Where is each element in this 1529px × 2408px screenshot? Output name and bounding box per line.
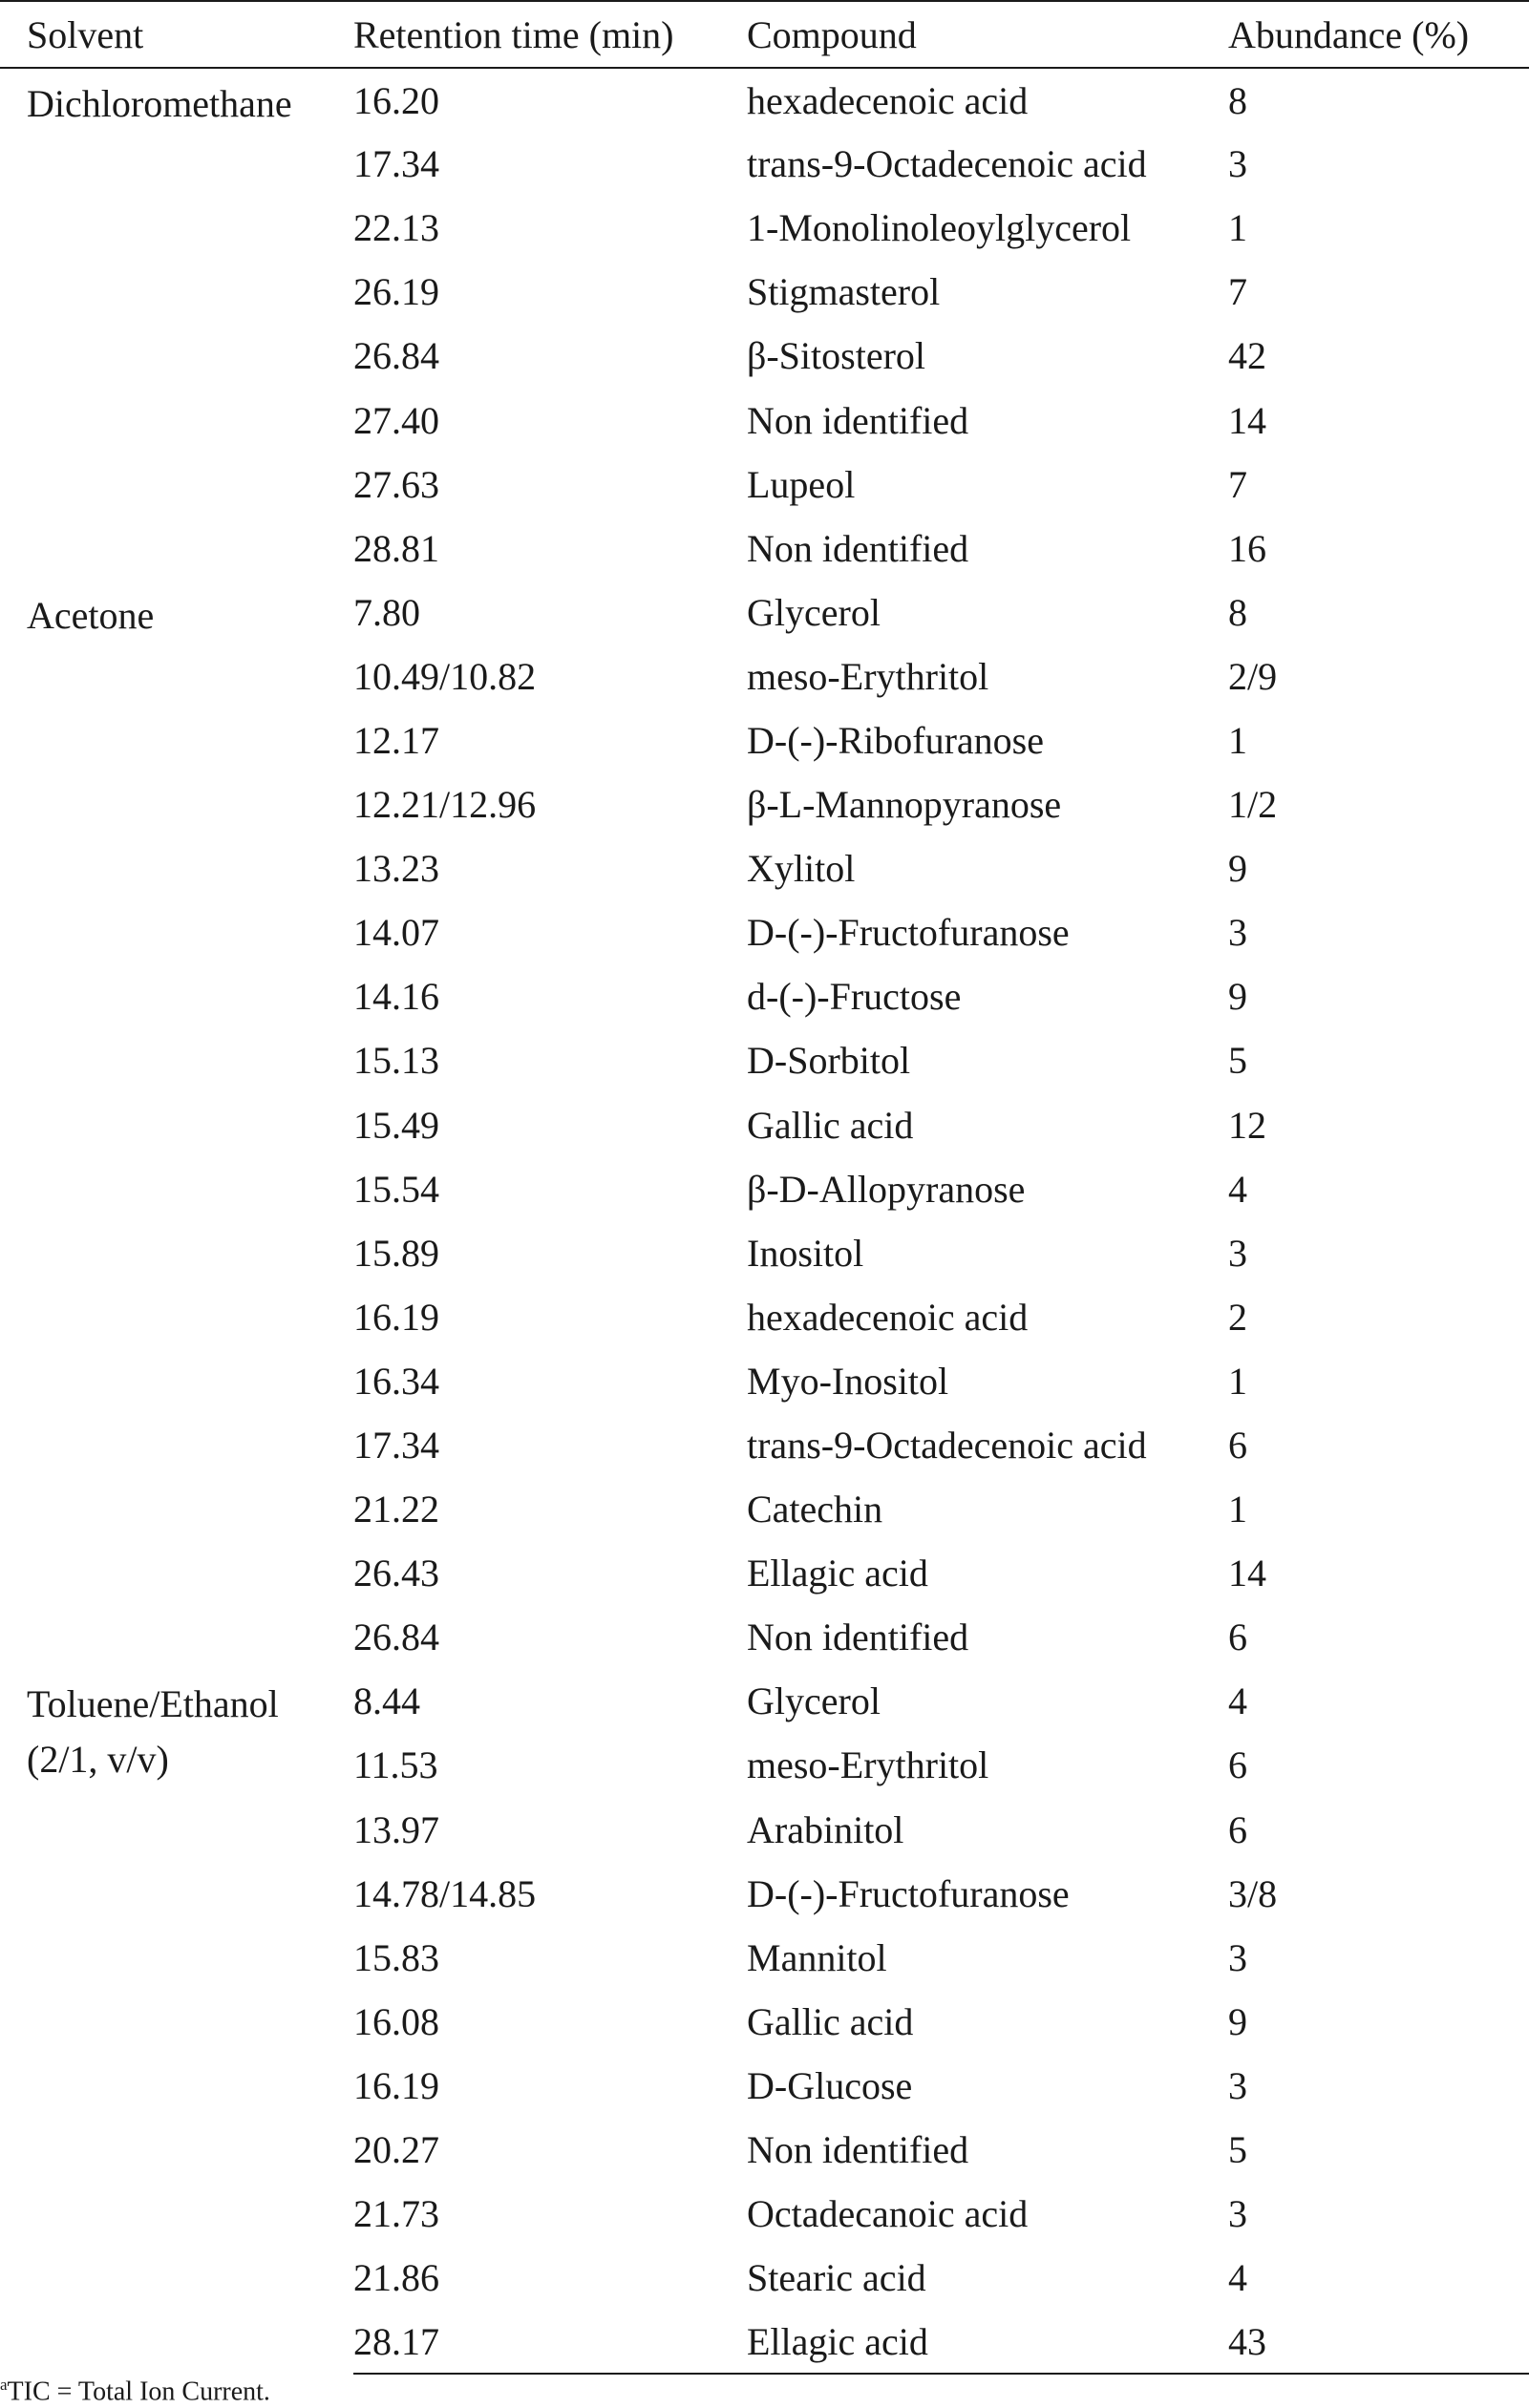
cell-compound: hexadecenoic acid xyxy=(747,78,1029,122)
cell-retention-time: 28.81 xyxy=(353,526,439,570)
cell-compound: Glycerol xyxy=(747,1679,881,1723)
cell-retention-time: 7.80 xyxy=(353,590,420,634)
cell-retention-time: 15.49 xyxy=(353,1103,439,1147)
cell-compound: D-(-)-Fructofuranose xyxy=(747,911,1070,955)
cell-retention-time: 28.17 xyxy=(353,2310,747,2374)
cell-compound: D-Glucose xyxy=(747,2063,913,2107)
cell-abundance: 1/2 xyxy=(1228,783,1278,827)
cell-retention-time: 27.63 xyxy=(353,462,439,506)
cell-compound: Ellagic acid xyxy=(747,2310,1228,2374)
cell-solvent: Toluene/Ethanol (2/1, v/v) xyxy=(27,1682,279,1782)
cell-retention-time: 8.44 xyxy=(353,1679,420,1723)
footnote-text: TIC = Total Ion Current. xyxy=(7,2376,270,2407)
cell-abundance: 6 xyxy=(1228,1743,1247,1787)
cell-compound: D-(-)-Fructofuranose xyxy=(747,1871,1070,1915)
cell-abundance: 14 xyxy=(1228,398,1266,442)
cell-abundance: 3 xyxy=(1228,142,1247,186)
cell-abundance: 16 xyxy=(1228,526,1266,570)
cell-retention-time: 21.22 xyxy=(353,1488,439,1531)
cell-retention-time: 15.54 xyxy=(353,1167,439,1211)
cell-retention-time: 14.78/14.85 xyxy=(353,1871,537,1915)
cell-abundance: 1 xyxy=(1228,1488,1247,1531)
cell-retention-time: 22.13 xyxy=(353,206,439,250)
cell-retention-time: 15.83 xyxy=(353,1935,439,1979)
table-footnote xyxy=(0,2376,270,2407)
cell-abundance: 43 xyxy=(1228,2310,1529,2374)
cell-compound: meso-Erythritol xyxy=(747,654,989,698)
cell-compound: Gallic acid xyxy=(747,1103,914,1147)
header-abundance: Abundance (%) xyxy=(1228,1,1529,68)
cell-retention-time: 12.21/12.96 xyxy=(353,783,537,827)
cell-compound: Non identified xyxy=(747,1616,969,1659)
table-body xyxy=(0,68,1529,2374)
cell-retention-time: 16.19 xyxy=(353,2063,439,2107)
footnote-marker: a xyxy=(0,2376,8,2394)
cell-retention-time: 16.19 xyxy=(353,1295,439,1339)
cell-compound: Ellagic acid xyxy=(747,1552,928,1595)
cell-abundance: 8 xyxy=(1228,590,1247,634)
cell-abundance: 5 xyxy=(1228,1039,1247,1083)
cell-abundance: 14 xyxy=(1228,1552,1266,1595)
cell-abundance: 42 xyxy=(1228,334,1266,378)
cell-abundance: 3/8 xyxy=(1228,1871,1278,1915)
cell-abundance: 5 xyxy=(1228,2128,1247,2172)
cell-retention-time: 13.97 xyxy=(353,1807,439,1851)
cell-retention-time: 13.23 xyxy=(353,847,439,891)
cell-compound: D-(-)-Ribofuranose xyxy=(747,718,1044,762)
header-solvent: Solvent xyxy=(0,1,353,68)
table-header xyxy=(0,1,1529,68)
cell-retention-time: 26.84 xyxy=(353,1616,439,1659)
cell-solvent: Acetone xyxy=(27,593,155,637)
cell-compound: Catechin xyxy=(747,1488,883,1531)
cell-retention-time: 15.89 xyxy=(353,1231,439,1275)
cell-compound: trans-9-Octadecenoic acid xyxy=(747,142,1147,186)
cell-retention-time: 27.40 xyxy=(353,398,439,442)
cell-abundance: 9 xyxy=(1228,975,1247,1019)
table-row xyxy=(0,68,1529,132)
cell-abundance: 9 xyxy=(1228,847,1247,891)
cell-compound: β-L-Mannopyranose xyxy=(747,783,1062,827)
cell-compound: Lupeol xyxy=(747,462,856,506)
cell-retention-time: 17.34 xyxy=(353,142,439,186)
cell-compound: d-(-)-Fructose xyxy=(747,975,962,1019)
cell-compound: Stigmasterol xyxy=(747,270,941,314)
cell-abundance: 12 xyxy=(1228,1103,1266,1147)
cell-abundance: 2/9 xyxy=(1228,654,1278,698)
cell-abundance: 7 xyxy=(1228,462,1247,506)
cell-abundance: 1 xyxy=(1228,1359,1247,1403)
cell-abundance: 3 xyxy=(1228,1231,1247,1275)
cell-compound: hexadecenoic acid xyxy=(747,1295,1029,1339)
cell-abundance: 3 xyxy=(1228,1935,1247,1979)
cell-abundance: 6 xyxy=(1228,1424,1247,1468)
table-row xyxy=(0,581,1529,644)
cell-abundance: 3 xyxy=(1228,911,1247,955)
cell-abundance: 1 xyxy=(1228,718,1247,762)
cell-retention-time: 12.17 xyxy=(353,718,439,762)
cell-retention-time: 14.07 xyxy=(353,911,439,955)
cell-compound: D-Sorbitol xyxy=(747,1039,911,1083)
cell-retention-time: 11.53 xyxy=(353,1743,438,1787)
cell-retention-time: 26.43 xyxy=(353,1552,439,1595)
header-row xyxy=(0,1,1529,68)
cell-retention-time: 20.27 xyxy=(353,2128,439,2172)
cell-retention-time: 21.73 xyxy=(353,2192,439,2236)
cell-compound: Octadecanoic acid xyxy=(747,2192,1029,2236)
cell-compound: β-Sitosterol xyxy=(747,334,926,378)
cell-compound: 1-Monolinoleoylglycerol xyxy=(747,206,1132,250)
cell-retention-time: 16.20 xyxy=(353,78,439,122)
cell-abundance: 8 xyxy=(1228,78,1247,122)
cell-retention-time: 10.49/10.82 xyxy=(353,654,537,698)
cell-abundance: 2 xyxy=(1228,1295,1247,1339)
cell-abundance: 4 xyxy=(1228,1679,1247,1723)
cell-abundance: 3 xyxy=(1228,2063,1247,2107)
cell-compound: β-D-Allopyranose xyxy=(747,1167,1026,1211)
cell-solvent: Dichloromethane xyxy=(27,82,292,125)
cell-compound: Glycerol xyxy=(747,590,881,634)
cell-compound: Mannitol xyxy=(747,1935,887,1979)
cell-abundance: 4 xyxy=(1228,2256,1247,2300)
cell-abundance: 6 xyxy=(1228,1616,1247,1659)
cell-compound: Gallic acid xyxy=(747,1999,914,2043)
cell-abundance: 3 xyxy=(1228,2192,1247,2236)
cell-retention-time: 26.19 xyxy=(353,270,439,314)
cell-abundance: 7 xyxy=(1228,270,1247,314)
cell-retention-time: 15.13 xyxy=(353,1039,439,1083)
cell-retention-time: 16.08 xyxy=(353,1999,439,2043)
cell-abundance: 4 xyxy=(1228,1167,1247,1211)
cell-retention-time: 14.16 xyxy=(353,975,439,1019)
cell-compound: Stearic acid xyxy=(747,2256,926,2300)
cell-abundance: 9 xyxy=(1228,1999,1247,2043)
cell-retention-time: 21.86 xyxy=(353,2256,439,2300)
cell-compound: Xylitol xyxy=(747,847,856,891)
cell-compound: meso-Erythritol xyxy=(747,1743,989,1787)
cell-compound: Non identified xyxy=(747,526,969,570)
cell-retention-time: 17.34 xyxy=(353,1424,439,1468)
cell-abundance: 6 xyxy=(1228,1807,1247,1851)
header-compound: Compound xyxy=(747,1,1228,68)
cell-retention-time: 16.34 xyxy=(353,1359,439,1403)
header-retention-time: Retention time (min) xyxy=(353,1,747,68)
table-row xyxy=(0,1669,1529,1733)
cell-compound: Non identified xyxy=(747,398,969,442)
cell-compound: Non identified xyxy=(747,2128,969,2172)
cell-retention-time: 26.84 xyxy=(353,334,439,378)
cell-compound: Myo-Inositol xyxy=(747,1359,949,1403)
cell-compound: Inositol xyxy=(747,1231,864,1275)
cell-compound: Arabinitol xyxy=(747,1807,904,1851)
cell-abundance: 1 xyxy=(1228,206,1247,250)
cell-compound: trans-9-Octadecenoic acid xyxy=(747,1424,1147,1468)
